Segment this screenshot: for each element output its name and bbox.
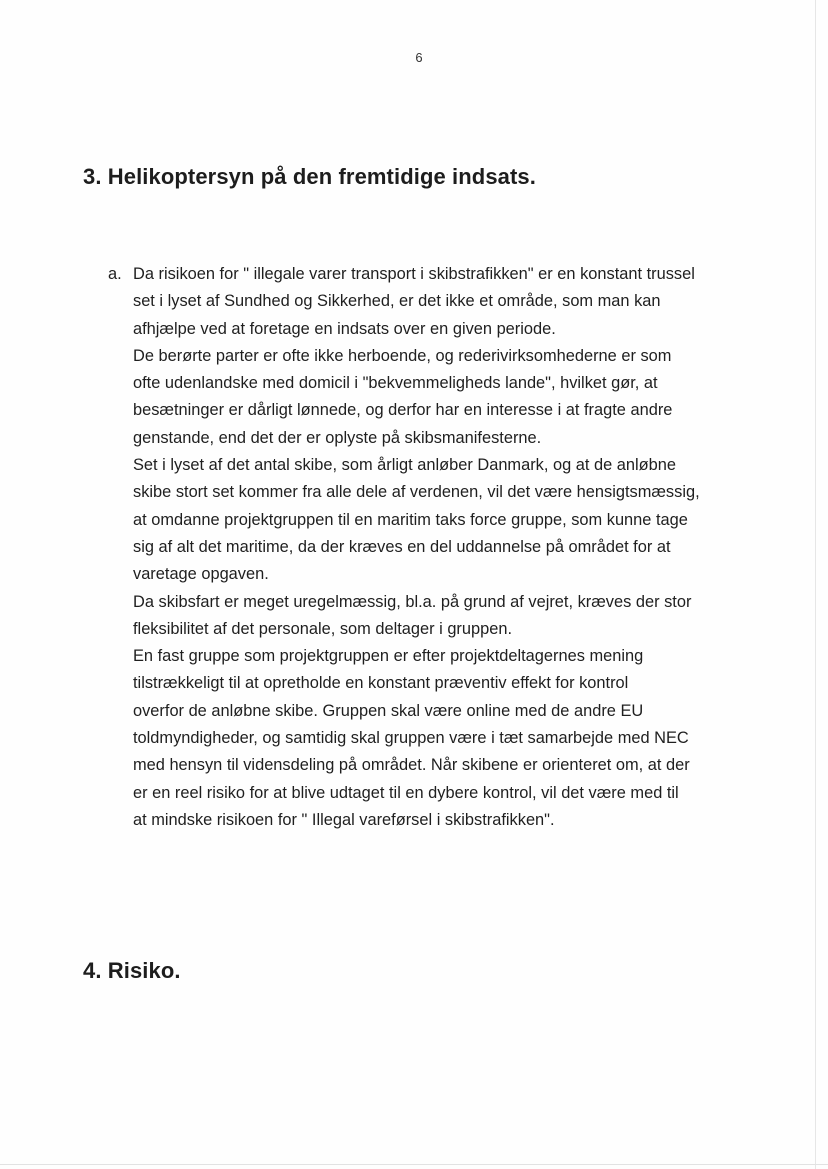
paragraph-line: at mindske risikoen for " Illegal vareførsel i skibstrafikken". — [133, 810, 555, 829]
list-item-marker: a. — [108, 265, 122, 283]
paragraph-line: at omdanne projektgruppen til en maritim taks force gruppe, som kunne tage — [133, 510, 688, 529]
page-number: 6 — [415, 50, 423, 65]
paragraph-line: Da risikoen for " illegale varer transport i skibstrafikken" er en konstant trussel — [133, 265, 695, 283]
page-bottom-edge — [0, 1164, 828, 1165]
paragraph-line: De berørte parter er ofte ikke herboende, og rederivirksomhederne er som — [133, 346, 672, 365]
paragraph-line: besætninger er dårligt lønnede, og derfor har en interesse i at fragte andre — [133, 401, 673, 420]
paragraph-line: varetage opgaven. — [133, 565, 269, 584]
section-4-heading: 4. Risiko. — [83, 958, 181, 983]
paragraph-line: genstande, end det der er oplyste på skibsmanifesterne. — [133, 428, 542, 447]
paragraph-line: set i lyset af Sundhed og Sikkerhed, er det ikke et område, som man kan — [133, 292, 661, 311]
paragraph-line: skibe stort set kommer fra alle dele af verdenen, vil det være hensigtsmæssig, — [133, 483, 700, 502]
paragraph-line: tilstrækkeligt til at opretholde en konstant præventiv effekt for kontrol — [133, 674, 629, 693]
paragraph-line: med hensyn til vidensdeling på området. Når skibene er orienteret om, at der — [133, 756, 690, 775]
paragraph-line: Da skibsfart er meget uregelmæssig, bl.a. på grund af vejret, kræves der stor — [133, 592, 692, 611]
paragraph-line: ofte udenlandske med domicil i "bekvemmeligheds lande", hvilket gør, at — [133, 374, 658, 393]
paragraph-line: En fast gruppe som projektgruppen er efter projektdeltagernes mening — [133, 647, 644, 666]
paragraph-line: fleksibilitet af det personale, som deltager i gruppen. — [133, 619, 513, 638]
paragraph-line: toldmyndigheder, og samtidig skal gruppen være i tæt samarbejde med NEC — [133, 729, 689, 748]
paragraph-line: afhjælpe ved at foretage en indsats over en given periode. — [133, 319, 556, 338]
paragraph-line: Set i lyset af det antal skibe, som årligt anløber Danmark, og at de anløbne — [133, 456, 676, 475]
section-3-body — [133, 261, 773, 834]
paragraph-line: overfor de anløbne skibe. Gruppen skal være online med de andre EU — [133, 701, 644, 720]
paragraph-line: er en reel risiko for at blive udtaget til en dybere kontrol, vil det være med til — [133, 783, 679, 802]
paragraph-line: sig af alt det maritime, da der kræves en del uddannelse på området for at — [133, 537, 671, 556]
page-right-edge — [815, 0, 816, 1169]
section-3-heading: 3. Helikoptersyn på den fremtidige indsats. — [83, 164, 536, 189]
